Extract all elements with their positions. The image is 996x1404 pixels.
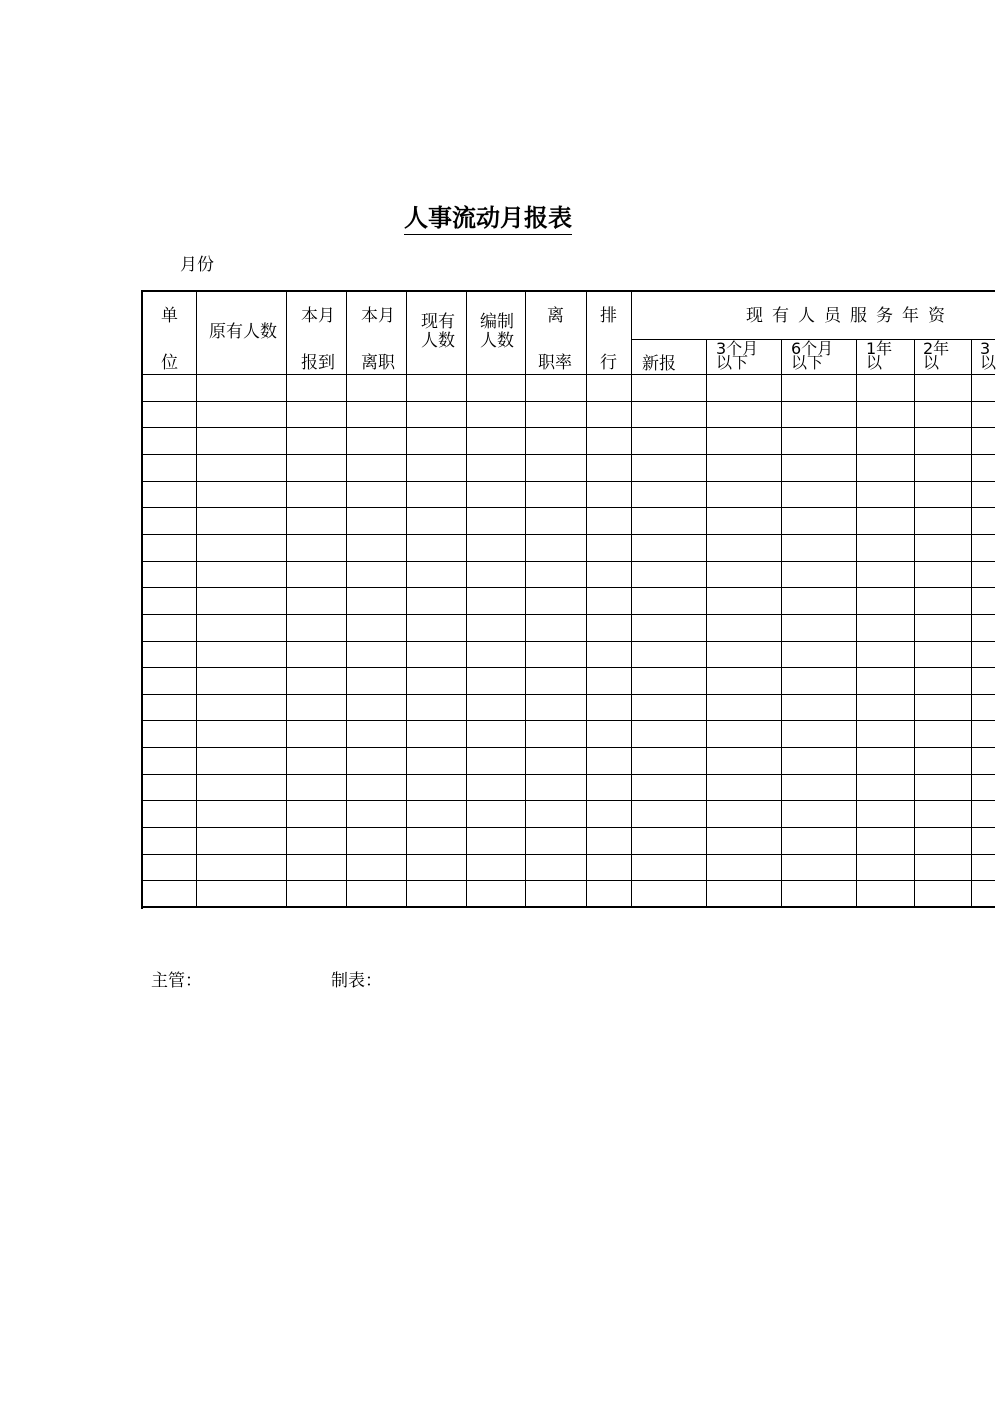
table-row [143,774,995,775]
header-turnover-rate-2: 职率 [538,353,572,373]
header-unit-1: 单 [161,306,178,326]
table-row [143,800,995,801]
header-seniority-3y-1: 3 [980,339,991,358]
table-row [143,374,995,375]
header-seniority-3m-1: 3个月 [716,339,759,358]
table-top-border [143,290,995,292]
header-seniority-2y-2: 以 [923,353,940,372]
header-seniority-1y-1: 1年 [866,339,893,358]
table-bottom-border [143,906,995,908]
header-current-headcount-2: 人数 [421,331,455,351]
personnel-flow-table [141,290,995,909]
table-row [143,854,995,855]
col-divider [466,290,467,908]
header-rank-2: 行 [600,353,617,373]
header-month-joined-2: 报到 [301,353,335,373]
table-row [143,614,995,615]
col-divider [856,339,857,908]
header-authorized-headcount-2: 人数 [480,331,514,351]
table-row [143,401,995,402]
table-row [143,561,995,562]
table-row [143,720,995,721]
header-current-headcount-1: 现有 [421,312,455,332]
header-seniority-3y-2: 以 [980,353,996,372]
col-divider [781,339,782,908]
header-original-headcount: 原有人数 [209,322,277,342]
header-unit-2: 位 [161,353,178,373]
table-row [143,507,995,508]
col-divider [286,290,287,908]
header-month-left-1: 本月 [361,306,395,326]
header-rank-1: 排 [600,306,617,326]
header-authorized-headcount-1: 编制 [480,312,514,332]
header-seniority-6m-1: 6个月 [791,339,834,358]
header-month-left-2: 离职 [361,353,395,373]
table-row [143,694,995,695]
header-seniority-new: 新报 [642,354,676,374]
header-month-joined-1: 本月 [301,306,335,326]
col-divider [196,290,197,908]
report-title: 人事流动月报表 [404,202,572,235]
header-seniority-2y-1: 2年 [923,339,950,358]
header-seniority-6m-2: 以下 [791,353,824,372]
header-turnover-rate-1: 离 [547,306,564,326]
col-divider [406,290,407,908]
col-divider [971,339,972,908]
col-divider [914,339,915,908]
col-divider [346,290,347,908]
table-row [143,481,995,482]
table-row [143,454,995,455]
signature-preparer-label: 制表： [331,971,382,991]
table-row [143,641,995,642]
col-divider [525,290,526,908]
table-row [143,534,995,535]
table-row [143,427,995,428]
col-divider [631,290,632,908]
table-row [143,880,995,881]
header-seniority-3m-2: 以下 [716,353,749,372]
month-label: 月份 [180,255,214,275]
header-seniority-1y-2: 以 [866,353,883,372]
col-divider [586,290,587,908]
header-seniority-group: 现有人员服务年资 [746,306,954,326]
table-row [143,747,995,748]
table-row [143,827,995,828]
signature-supervisor-label: 主管： [151,971,202,991]
col-divider [706,339,707,908]
table-row [143,667,995,668]
table-row [143,587,995,588]
